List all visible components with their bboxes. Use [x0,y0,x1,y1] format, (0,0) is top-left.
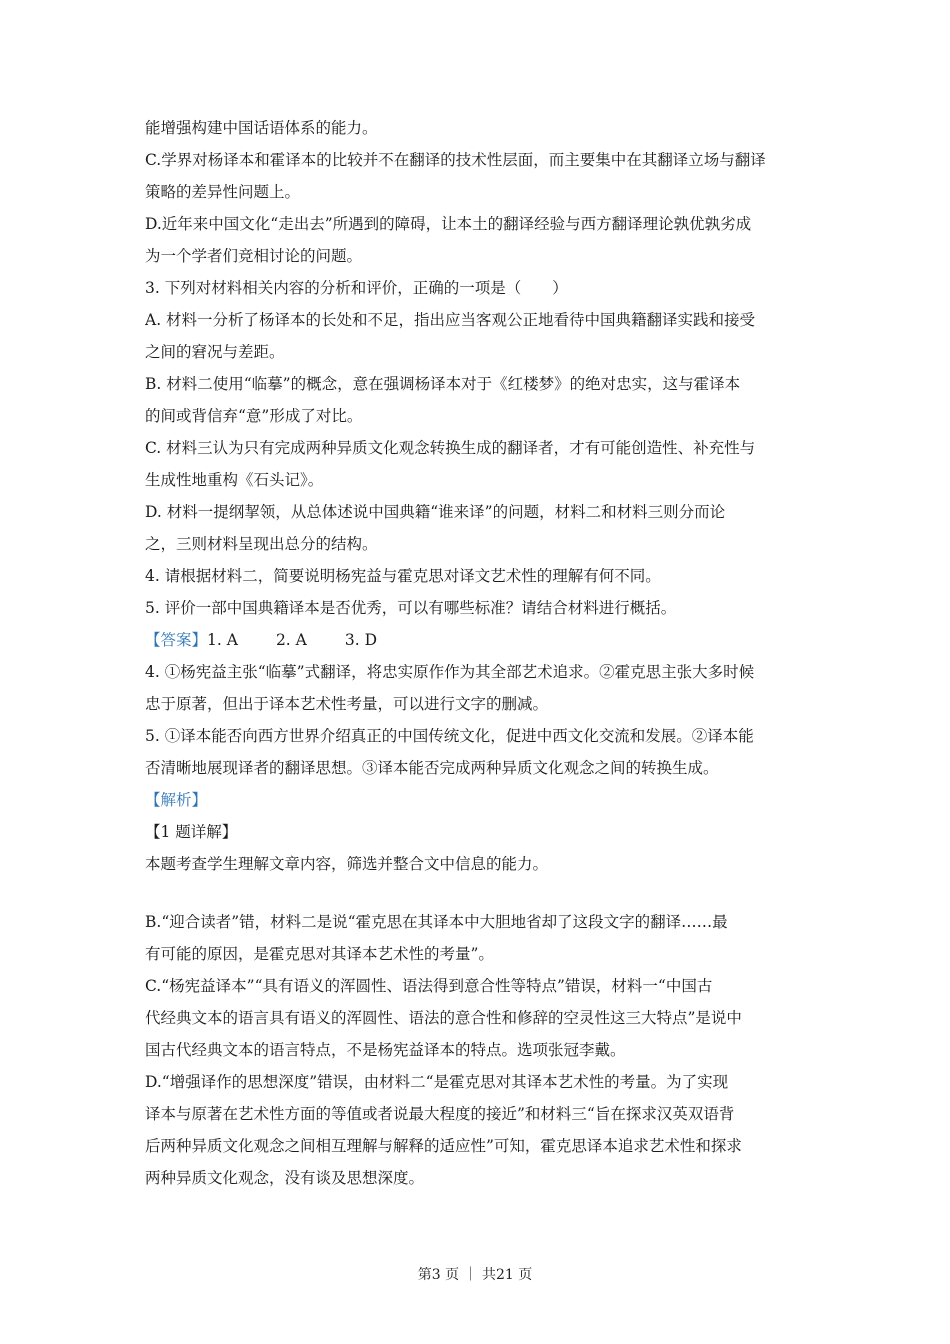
analysis-d-line: D.“增强译作的思想深度”错误，由材料二“是霍克思对其译本艺术性的考量。为了实现 [145,1073,729,1091]
text-line: 忠于原著，但出于译本艺术性考量，可以进行文字的删减。 [145,695,549,713]
text-line: 生成性地重构《石头记》。 [145,471,324,489]
text-line: 后两种异质文化观念之间相互理解与解释的适应性”可知，霍克思译本追求艺术性和探求 [145,1137,742,1155]
question-5: 5. 评价一部中国典籍译本是否优秀，可以有哪些标准？请结合材料进行概括。 [145,599,677,617]
text-line: 为一个学者们竞相讨论的问题。 [145,247,363,265]
text-line: 的间或背信弃“意”形成了对比。 [145,407,363,425]
analysis-label: 【解析】 [145,791,208,809]
text-line: 有可能的原因，是霍克思对其译本艺术性的考量”。 [145,945,494,963]
document-body [145,112,810,1194]
answer-2: 2. A [275,631,307,649]
text-line: 否清晰地展现译者的翻译思想。③译本能否完成两种异质文化观念之间的转换生成。 [145,759,719,777]
text-line: 之，三则材料呈现出总分的结构。 [145,535,378,553]
text-line: 两种异质文化观念，没有谈及思想深度。 [145,1169,425,1187]
answer-label: 【答案】 [145,631,208,649]
option-c-line: C.学界对杨译本和霍译本的比较并不在翻译的技术性层面，而主要集中在其翻译立场与翻译 [145,151,766,169]
question-3: 3. 下列对材料相关内容的分析和评价，正确的一项是（ ） [145,279,568,297]
answer-3: 3. D [344,631,378,649]
text-line: 能增强构建中国话语体系的能力。 [145,119,378,137]
analysis-c-line: C.“杨宪益译本”“具有语义的浑圆性、语法得到意合性等特点”错误，材料一“中国古 [145,977,713,995]
q3-option-a: A. 材料一分析了杨译本的长处和不足，指出应当客观公正地看待中国典籍翻译实践和接受 [145,311,756,329]
question-4: 4. 请根据材料二，简要说明杨宪益与霍克思对译文艺术性的理解有何不同。 [145,567,661,585]
text-line: 本题考查学生理解文章内容，筛选并整合文中信息的能力。 [145,855,549,873]
answer-4-line: 4. ①杨宪益主张“临摹”式翻译，将忠实原作作为其全部艺术追求。②霍克思主张大多时候 [145,663,755,681]
q3-option-c: C. 材料三认为只有完成两种异质文化观念转换生成的翻译者，才有可能创造性、补充性与 [145,439,756,457]
text-line: 策略的差异性问题上。 [145,183,301,201]
page-footer: 第3 页 ｜ 共21 页 [417,1267,533,1283]
q3-option-d: D. 材料一提纲挈领，从总体述说中国典籍“谁来译”的问题，材料二和材料三则分而论 [145,503,726,521]
text-line: 译本与原著在艺术性方面的等值或者说最大程度的接近”和材料三“旨在探求汉英双语背 [145,1105,735,1123]
q1-detail-heading: 【1 题详解】 [145,823,238,841]
text-line: 国古代经典文本的语言特点，不是杨宪益译本的特点。选项张冠李戴。 [145,1041,626,1059]
text-line: 代经典文本的语言具有语义的浑圆性、语法的意合性和修辞的空灵性这三大特点”是说中 [145,1009,742,1027]
analysis-b-line: B.“迎合读者”错，材料二是说“霍克思在其译本中大胆地省却了这段文字的翻译……最 [145,913,728,931]
answer-5-line: 5. ①译本能否向西方世界介绍真正的中国传统文化，促进中西文化交流和发展。②译本能 [145,727,754,745]
option-d-line: D.近年来中国文化“走出去”所遇到的障碍，让本土的翻译经验与西方翻译理论孰优孰劣成 [145,215,752,233]
answer-1: 1. A [207,631,238,649]
answer-row [145,624,810,656]
q3-option-b: B. 材料二使用“临摹”的概念，意在强调杨译本对于《红楼梦》的绝对忠实，这与霍译本 [145,375,741,393]
text-line: 之间的窘况与差距。 [145,343,285,361]
paragraph-gap [145,880,810,906]
